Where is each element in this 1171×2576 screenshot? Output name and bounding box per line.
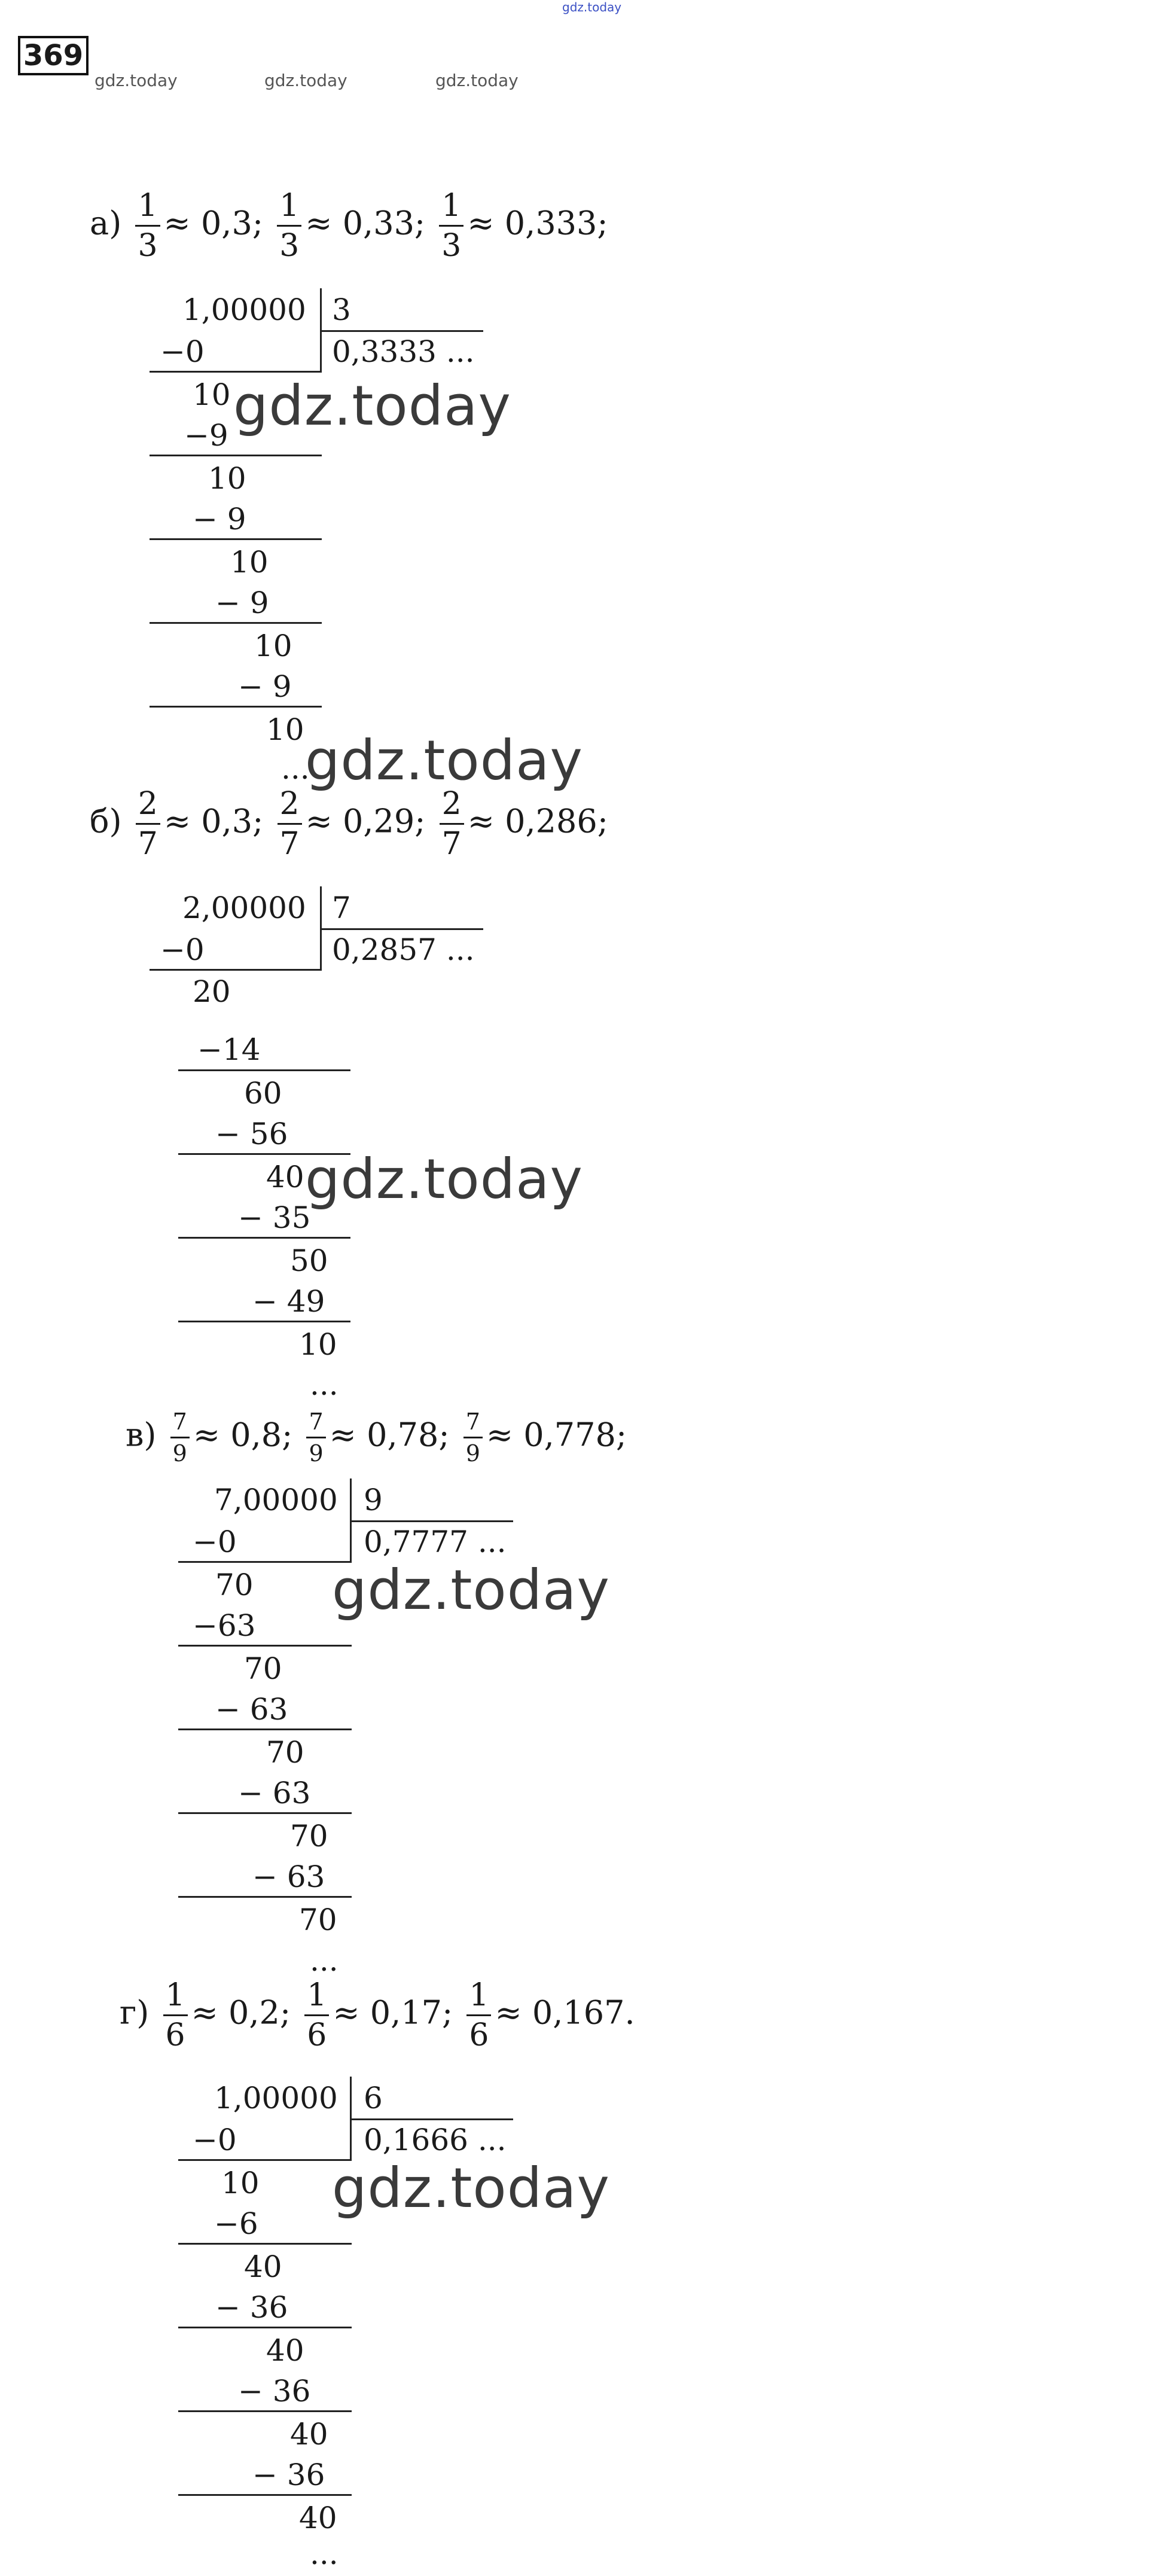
top-watermark: gdz.today [562, 0, 622, 14]
division-row: −0 [193, 2123, 237, 2157]
fraction: $\frac{2}{7}$ [440, 788, 464, 859]
part-g-statement [120, 1977, 635, 2053]
part-label: в) [126, 1416, 157, 1454]
part-label: б) [90, 802, 122, 840]
watermark: gdz.today [332, 1558, 610, 1622]
header-watermark: gdz.today [94, 71, 178, 90]
approx-value: ≈ 0,8; [193, 1416, 293, 1454]
quotient: 0,7777 ... [364, 1525, 507, 1559]
ellipsis: ... [310, 1943, 339, 1978]
problem-number: 369 [18, 36, 89, 75]
watermark: gdz.today [305, 1147, 583, 1211]
fraction: $\frac{7}{9}$ [170, 1410, 190, 1465]
division-row: − 35 [238, 1200, 311, 1235]
division-row: −9 [184, 418, 228, 453]
approx-value: ≈ 0,78; [329, 1416, 450, 1454]
division-row: 10 [254, 629, 292, 663]
division-row: 10 [299, 1327, 337, 1362]
dividend: 1,00000 [214, 2081, 338, 2115]
ellipsis: ... [310, 2537, 339, 2571]
division-row: − 9 [193, 502, 246, 536]
division-row: 10 [266, 712, 304, 747]
division-row: 70 [215, 1568, 254, 1602]
division-row: − 56 [215, 1117, 288, 1151]
division-row: 60 [244, 1076, 282, 1111]
watermark: gdz.today [332, 2156, 610, 2220]
approx-value: ≈ 0,167. [495, 1993, 635, 2032]
header-watermark: gdz.today [435, 71, 519, 90]
division-row: 70 [244, 1651, 282, 1686]
approx-value: ≈ 0,778; [486, 1416, 627, 1454]
ellipsis: ... [310, 1367, 339, 1402]
part-label: а) [90, 204, 122, 242]
division-row: 10 [230, 545, 269, 580]
division-row: − 9 [238, 669, 292, 704]
division-row: 20 [193, 974, 231, 1009]
division-row: 40 [266, 1160, 304, 1194]
fraction: $\frac{1}{6}$ [163, 1980, 188, 2051]
approx-value: ≈ 0,17; [333, 1993, 453, 2032]
watermark: gdz.today [305, 728, 583, 792]
header-watermark: gdz.today [264, 71, 347, 90]
approx-value: ≈ 0,3; [163, 802, 264, 840]
division-row: −0 [160, 932, 205, 967]
division-row: 40 [290, 2417, 328, 2452]
division-row: 70 [290, 1819, 328, 1853]
division-row: 70 [266, 1735, 304, 1770]
part-b-statement [90, 786, 608, 862]
division-row: 40 [299, 2501, 337, 2535]
approx-value: ≈ 0,333; [467, 204, 608, 242]
division-row: −0 [193, 1525, 237, 1559]
division-row: 50 [290, 1243, 328, 1278]
fraction: $\frac{1}{6}$ [304, 1980, 329, 2051]
fraction: $\frac{2}{7}$ [277, 788, 302, 859]
division-row: − 9 [215, 586, 269, 620]
division-row: 10 [221, 2166, 260, 2200]
division-row: 40 [266, 2333, 304, 2368]
fraction: $\frac{7}{9}$ [463, 1410, 483, 1465]
dividend: 2,00000 [182, 891, 306, 925]
watermark: gdz.today [233, 374, 511, 438]
fraction: $\frac{7}{9}$ [306, 1410, 325, 1465]
part-a-statement [90, 188, 608, 264]
quotient: 0,2857 ... [332, 932, 475, 967]
division-row: − 49 [252, 1284, 325, 1319]
approx-value: ≈ 0,29; [305, 802, 426, 840]
division-row: 70 [299, 1903, 337, 1937]
approx-value: ≈ 0,2; [191, 1993, 291, 2032]
division-row: 40 [244, 2249, 282, 2284]
division-row: −14 [197, 1032, 261, 1067]
divisor: 3 [332, 292, 351, 327]
fraction: $\frac{2}{7}$ [136, 788, 160, 859]
quotient: 0,1666 ... [364, 2123, 507, 2157]
fraction: $\frac{1}{3}$ [439, 190, 463, 261]
ellipsis: ... [281, 751, 310, 786]
division-row: 10 [193, 377, 231, 412]
approx-value: ≈ 0,286; [467, 802, 608, 840]
division-row: 10 [208, 461, 246, 496]
division-row: − 63 [215, 1692, 288, 1727]
fraction: $\frac{1}{3}$ [277, 190, 301, 261]
divisor: 9 [364, 1483, 383, 1517]
fraction: $\frac{1}{3}$ [135, 190, 160, 261]
division-row: − 63 [252, 1859, 325, 1894]
division-row: −63 [193, 1608, 256, 1643]
fraction: $\frac{1}{6}$ [466, 1980, 491, 2051]
division-row: −6 [214, 2206, 258, 2241]
part-label: г) [120, 1993, 150, 2032]
divisor: 6 [364, 2081, 383, 2115]
dividend: 7,00000 [214, 1483, 338, 1517]
division-row: −0 [160, 334, 205, 369]
approx-value: ≈ 0,33; [305, 204, 426, 242]
dividend: 1,00000 [182, 292, 306, 327]
division-row: − 36 [215, 2290, 288, 2325]
division-row: − 36 [252, 2458, 325, 2492]
division-row: − 63 [238, 1776, 311, 1810]
quotient: 0,3333 ... [332, 334, 475, 369]
division-row: − 36 [238, 2374, 311, 2409]
part-v-statement [126, 1410, 627, 1465]
divisor: 7 [332, 891, 351, 925]
approx-value: ≈ 0,3; [163, 204, 264, 242]
